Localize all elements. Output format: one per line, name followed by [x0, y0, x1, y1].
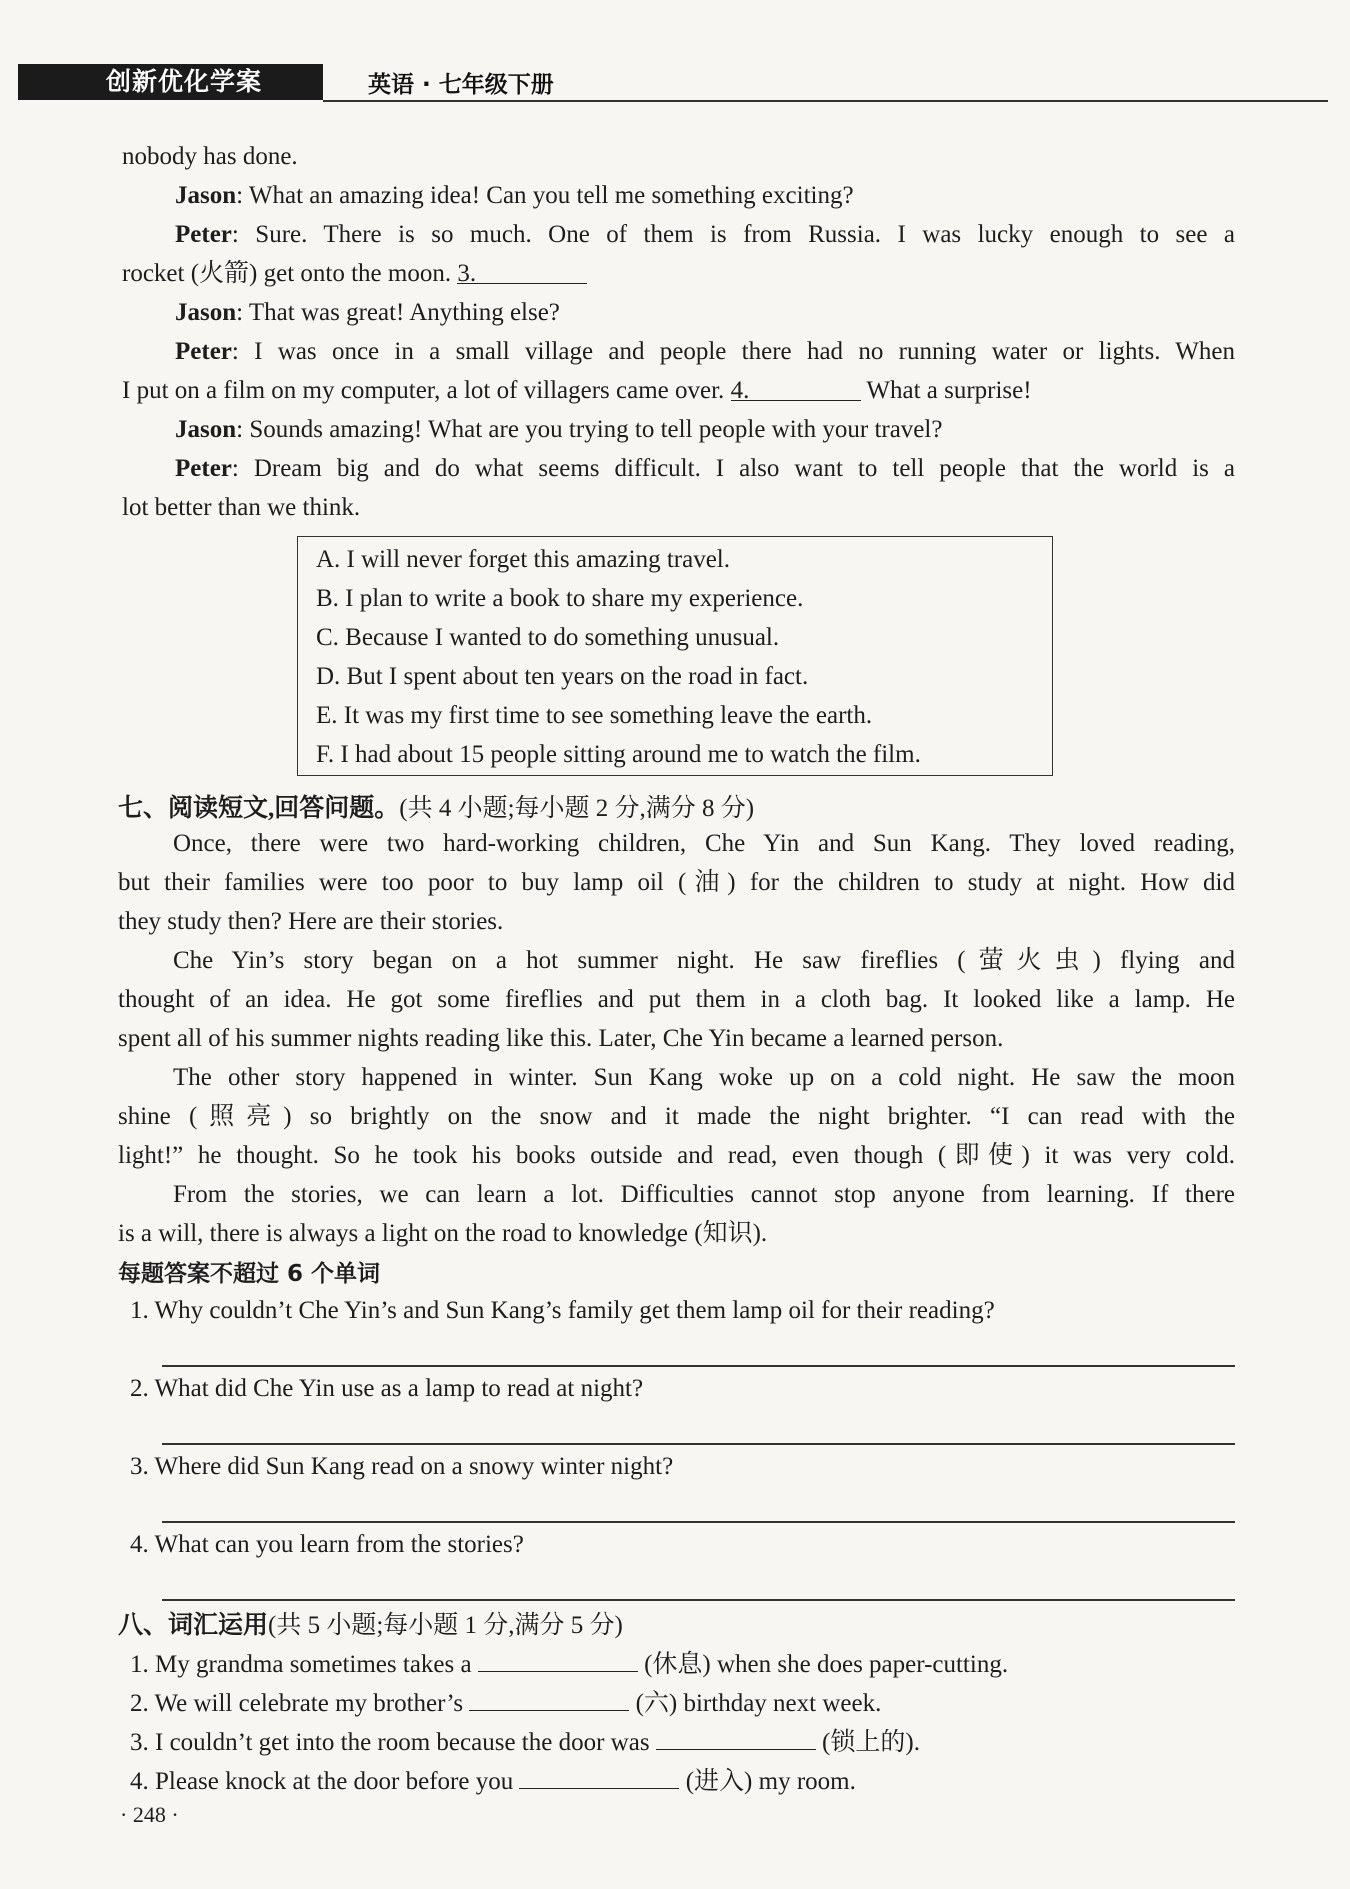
option-e: E. It was my first time to see something leave the earth. [316, 702, 873, 729]
answer-blank-4[interactable] [730, 374, 861, 404]
dialogue-line: Peter: Dream big and do what seems difficult. I also want to tell people that the world is a [175, 455, 1235, 482]
item-text: 4. Please knock at the door before you [130, 1768, 514, 1795]
passage-line: spent all of his summer nights reading like this. Later, Che Yin became a learned person. [118, 1025, 1004, 1052]
page-header [18, 58, 1328, 102]
speech-text: Dream big and do what seems difficult. I also want to tell people that the world is a [253, 455, 1235, 482]
passage-line: Once, there were two hard-working children, Che Yin and Sun Kang. They loved reading, [173, 830, 1235, 857]
item-text: when she does paper-cutting. [717, 1651, 1009, 1678]
passage-line: thought of an idea. He got some fireflies and put them in a cloth bag. It looked like a lamp. He [118, 986, 1235, 1013]
vocab-blank-3[interactable] [656, 1723, 816, 1750]
speech-text: Sounds amazing! What are you trying to tell people with your travel? [249, 416, 943, 443]
dialogue-line: nobody has done. [122, 143, 298, 170]
option-c: C. Because I wanted to do something unusual. [316, 624, 780, 651]
chinese-hint: (休息) [644, 1651, 711, 1678]
item-text: 1. My grandma sometimes takes a [130, 1651, 472, 1678]
vocab-item-4 [130, 1762, 856, 1799]
speech-text: Sure. There is so much. One of them is from Russia. I was lucky enough to see a [255, 221, 1235, 248]
speaker-name: Peter [175, 221, 232, 248]
chinese-hint: (锁上的). [822, 1729, 920, 1756]
option-d: D. But I spent about ten years on the road in fact. [316, 663, 809, 690]
dialogue-line: lot better than we think. [122, 494, 361, 521]
blank-number: 3. [457, 260, 477, 287]
vocab-item-1 [130, 1645, 1008, 1682]
passage-line: is a will, there is always a light on the road to knowledge (知识). [118, 1220, 768, 1247]
option-f: F. I had about 15 people sitting around me to watch the film. [316, 741, 921, 768]
speech-text: I put on a film on my computer, a lot of villagers came over. [122, 377, 725, 404]
section-heading: 七、阅读短文,回答问题。 [118, 795, 400, 822]
answer-line-2[interactable] [162, 1443, 1235, 1445]
section-meta: (共 4 小题;每小题 2 分,满分 8 分) [399, 795, 755, 822]
answer-line-3[interactable] [162, 1521, 1235, 1523]
passage-line: From the stories, we can learn a lot. Difficulties cannot stop anyone from learning. If there [173, 1181, 1235, 1208]
dialogue-line: Jason: What an amazing idea! Can you tell me something exciting? [175, 182, 854, 209]
vocab-item-2 [130, 1684, 881, 1721]
speaker-name: Peter [175, 455, 232, 482]
speech-text: rocket (火箭) get onto the moon. [122, 260, 452, 287]
passage-line: Che Yin’s story began on a hot summer night. He saw fireflies (萤火虫) flying and [173, 947, 1235, 974]
passage-line: shine (照亮) so brightly on the snow and it made the night brighter. “I can read with the [118, 1103, 1235, 1130]
answer-line-1[interactable] [162, 1365, 1235, 1367]
passage-line: but their families were too poor to buy lamp oil (油) for the children to study at night. How did [118, 869, 1235, 896]
vocab-blank-2[interactable] [469, 1684, 629, 1711]
passage-line: light!” he thought. So he took his books outside and read, even though (即使) it was very cold. [118, 1142, 1235, 1169]
chinese-hint: (进入) [685, 1768, 753, 1795]
answer-line-4[interactable] [162, 1599, 1235, 1601]
option-b: B. I plan to write a book to share my experience. [316, 585, 804, 612]
dialogue-line: Jason: That was great! Anything else? [175, 299, 560, 326]
item-text: my room. [758, 1768, 856, 1795]
brand-banner: 创新优化学案 [18, 64, 323, 100]
speaker-name: Jason [175, 182, 237, 209]
page-number: · 248 · [120, 1802, 179, 1827]
dialogue-line: Peter: Sure. There is so much. One of them is from Russia. I was lucky enough to see a [175, 221, 1235, 248]
item-text: 2. We will celebrate my brother’s [130, 1690, 464, 1717]
section-heading: 八、词汇运用 [118, 1612, 269, 1639]
speech-text: I was once in a small village and people there had no running water or lights. When [254, 338, 1235, 365]
item-text: 3. I couldn’t get into the room because the door was [130, 1729, 650, 1756]
chinese-hint: (六) [635, 1690, 678, 1717]
dialogue-line: Jason: Sounds amazing! What are you trying to tell people with your travel? [175, 416, 943, 443]
item-text: birthday next week. [683, 1690, 882, 1717]
vocab-item-3 [130, 1723, 920, 1760]
vocab-blank-1[interactable] [478, 1645, 638, 1672]
dialogue-line [122, 374, 1032, 408]
dialogue-line [122, 257, 587, 291]
passage-line: The other story happened in winter. Sun Kang woke up on a cold night. He saw the moon [173, 1064, 1235, 1091]
vocab-blank-4[interactable] [519, 1762, 679, 1789]
dialogue-line: Peter: I was once in a small village and people there had no running water or lights. When [175, 338, 1235, 365]
question-3: 3. Where did Sun Kang read on a snowy winter night? [130, 1453, 674, 1480]
question-2: 2. What did Che Yin use as a lamp to read at night? [130, 1375, 644, 1402]
answer-instruction: 每题答案不超过 6 个单词 [118, 1261, 381, 1287]
options-box [297, 536, 1053, 776]
subject-title: 英语 · 七年级下册 [368, 72, 554, 98]
answer-blank-3[interactable] [457, 257, 587, 287]
section-7-title [118, 788, 754, 824]
speech-text: What an amazing idea! Can you tell me something exciting? [248, 182, 854, 209]
blank-number: 4. [730, 377, 750, 404]
question-4: 4. What can you learn from the stories? [130, 1531, 524, 1558]
speech-text: That was great! Anything else? [248, 299, 560, 326]
header-rule [323, 100, 1328, 102]
question-1: 1. Why couldn’t Che Yin’s and Sun Kang’s family get them lamp oil for their reading? [130, 1297, 995, 1324]
speaker-name: Jason [175, 416, 237, 443]
passage-line: they study then? Here are their stories. [118, 908, 504, 935]
speaker-name: Jason [175, 299, 237, 326]
option-a: A. I will never forget this amazing travel. [316, 546, 730, 573]
speech-text: What a surprise! [866, 377, 1032, 404]
speaker-name: Peter [175, 338, 232, 365]
section-8-title [118, 1605, 623, 1641]
section-meta: (共 5 小题;每小题 1 分,满分 5 分) [268, 1612, 623, 1639]
